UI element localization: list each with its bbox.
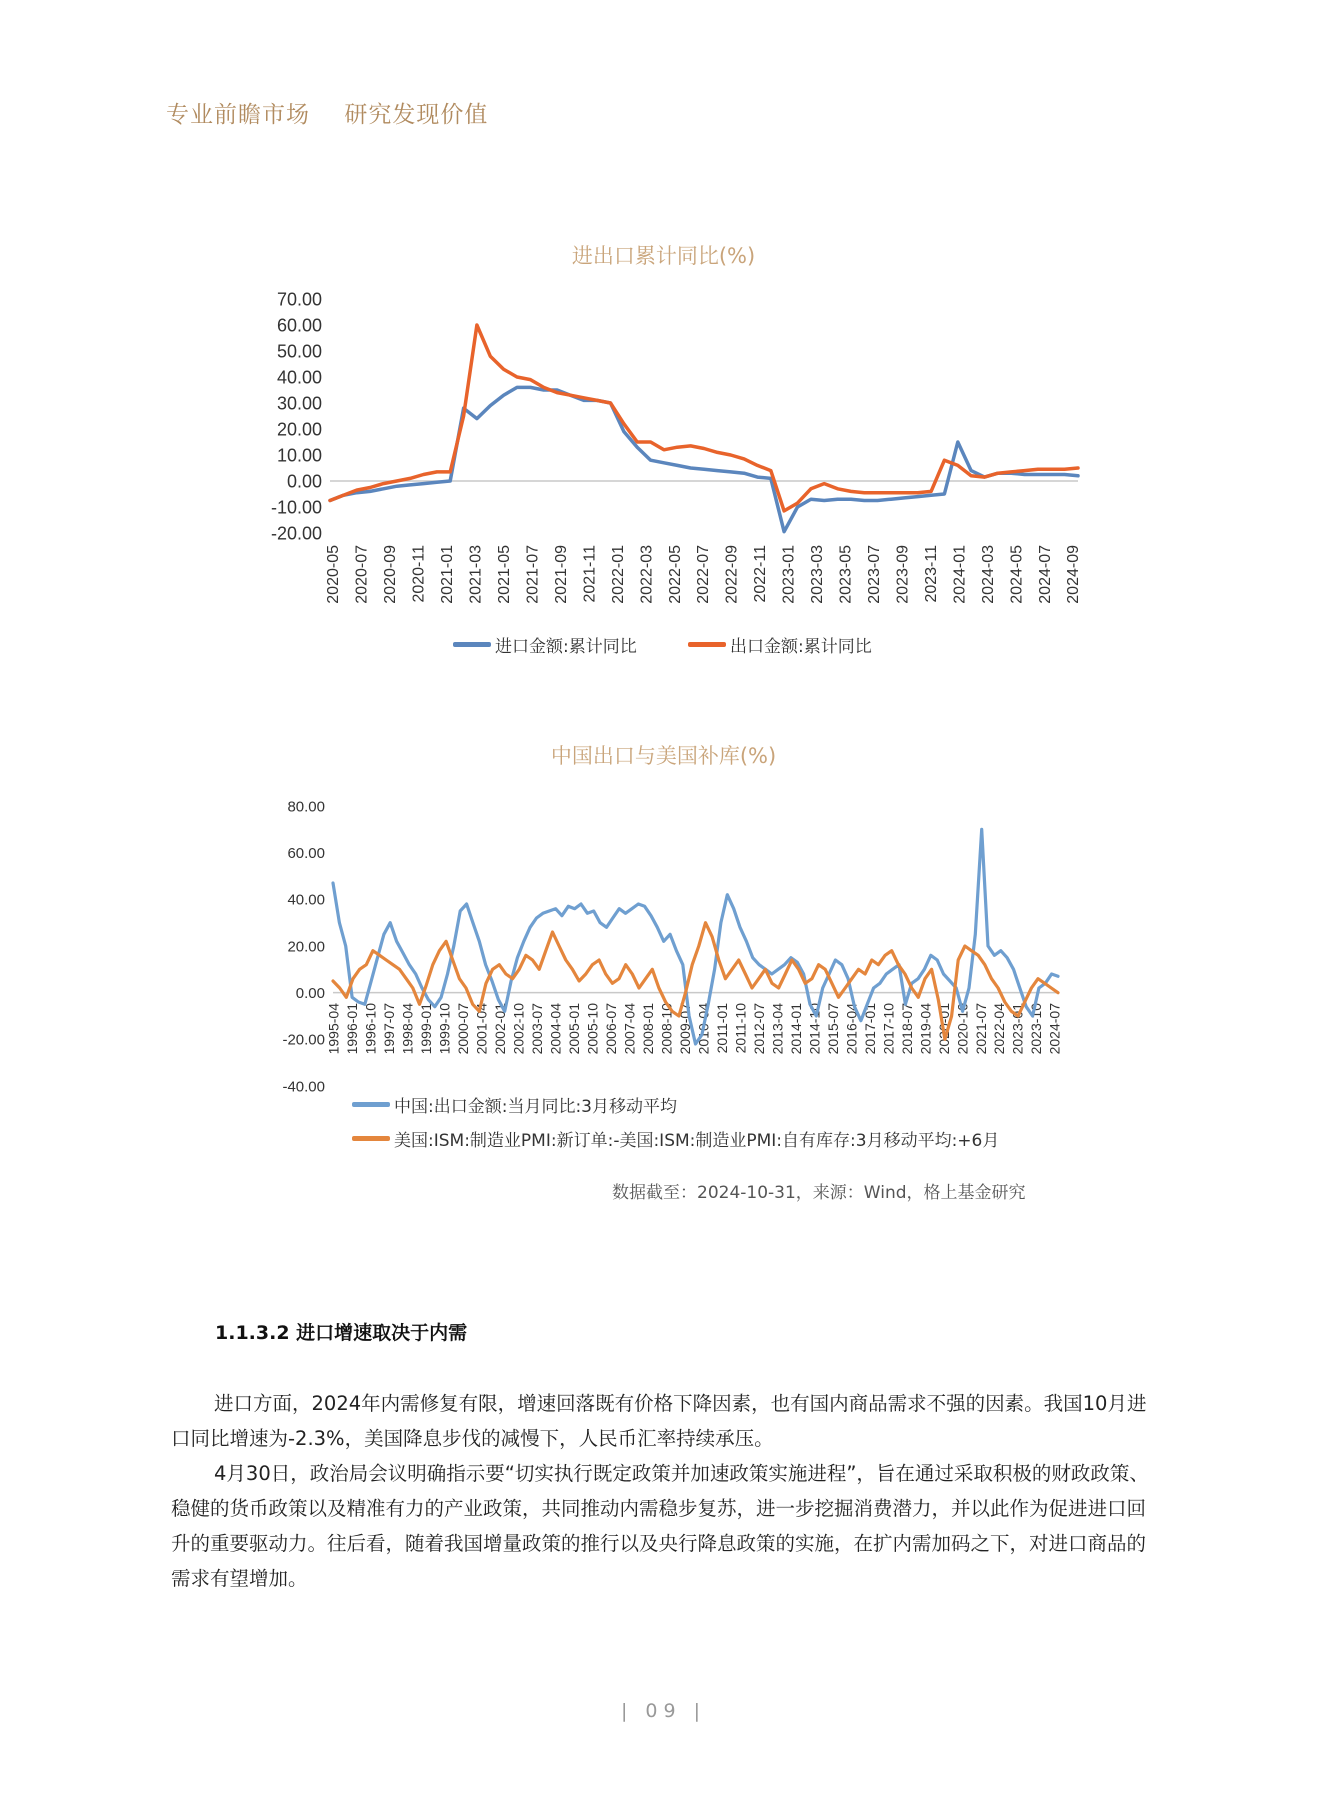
x-tick-label: 2022-09 — [723, 545, 741, 604]
x-tick-label: 2023-10 — [1028, 1003, 1045, 1055]
legend-label-us: 美国:ISM:制造业PMI:新订单:-美国:ISM:制造业PMI:自有库存:3月移动平均:+6月 — [394, 1131, 1000, 1151]
x-tick-label: 2021-01 — [439, 545, 457, 604]
legend-label-export: 出口金额:累计同比 — [730, 637, 872, 657]
x-tick-label: 2021-09 — [552, 545, 570, 604]
legend-label-china: 中国:出口金额:当月同比:3月移动平均 — [394, 1097, 677, 1117]
x-tick-label: 2021-03 — [467, 545, 485, 604]
chart2-legend-us — [352, 1126, 999, 1151]
x-tick-label: 2007-04 — [621, 1003, 638, 1055]
x-tick-label: 2023-01 — [1009, 1003, 1026, 1055]
y-tick-label: -10.00 — [270, 497, 322, 518]
x-tick-label: 2024-05 — [1008, 545, 1026, 604]
legend-swatch-china — [352, 1102, 390, 1107]
y-tick-label: 20.00 — [276, 419, 322, 440]
series-line-import — [330, 387, 1078, 531]
y-tick-label: 0.00 — [295, 984, 325, 1002]
x-tick-label: 2017-01 — [861, 1003, 878, 1055]
y-tick-label: 60.00 — [287, 844, 325, 862]
header-left: 专业前瞻市场 — [166, 102, 310, 128]
x-tick-label: 2022-07 — [695, 545, 713, 604]
x-tick-label: 2022-04 — [991, 1003, 1008, 1055]
x-tick-label: 1996-01 — [344, 1003, 361, 1055]
paragraph-1 — [171, 1386, 1161, 1456]
section-title: 1.1.3.2 进口增速取决于内需 — [215, 1322, 468, 1344]
legend-swatch-import — [453, 642, 491, 647]
x-tick-label: 2023-11 — [922, 545, 940, 603]
chart1-legend-import — [453, 632, 637, 657]
x-tick-label: 2006-07 — [603, 1003, 620, 1055]
x-tick-label: 2023-01 — [780, 545, 798, 604]
y-tick-label: -20.00 — [282, 1031, 325, 1049]
y-tick-label: -40.00 — [282, 1078, 325, 1096]
x-tick-label: 2003-07 — [529, 1003, 546, 1055]
x-tick-label: 2022-05 — [666, 545, 684, 604]
chart1-title: 进出口累计同比(%) — [571, 244, 756, 268]
y-tick-label: 40.00 — [276, 367, 322, 388]
x-tick-label: 1998-04 — [399, 1003, 416, 1055]
x-tick-label: 1999-01 — [418, 1003, 435, 1055]
x-tick-label: 2010-04 — [695, 1003, 712, 1055]
x-tick-label: 2011-01 — [713, 1003, 730, 1054]
y-tick-label: 0.00 — [286, 471, 322, 492]
x-tick-label: 2001-04 — [473, 1003, 490, 1055]
x-tick-label: 2023-05 — [837, 545, 855, 604]
x-tick-label: 2020-01 — [935, 1003, 952, 1055]
x-tick-label: 2024-07 — [1046, 1003, 1063, 1055]
y-tick-label: 10.00 — [276, 445, 322, 466]
x-tick-label: 1997-07 — [381, 1003, 398, 1055]
x-tick-label: 2009-07 — [676, 1003, 693, 1055]
x-tick-label: 2000-07 — [455, 1003, 472, 1055]
y-tick-label: 70.00 — [276, 289, 322, 310]
x-tick-label: 2015-07 — [824, 1003, 841, 1055]
legend-swatch-export — [688, 642, 726, 647]
x-tick-label: 2004-04 — [547, 1003, 564, 1055]
x-tick-label: 2024-03 — [979, 545, 997, 604]
y-tick-label: -20.00 — [270, 523, 322, 544]
y-tick-label: 30.00 — [276, 393, 322, 414]
x-tick-label: 2021-05 — [495, 545, 514, 604]
x-tick-label: 2013-04 — [769, 1003, 786, 1055]
x-tick-label: 2022-01 — [609, 545, 627, 604]
y-tick-label: 50.00 — [276, 341, 322, 362]
paragraph-2 — [171, 1456, 1161, 1596]
x-tick-label: 2020-07 — [353, 545, 371, 604]
x-tick-label: 2024-01 — [951, 545, 969, 604]
x-tick-label: 2005-01 — [566, 1003, 583, 1055]
legend-swatch-us — [352, 1136, 390, 1141]
x-tick-label: 2023-09 — [894, 545, 912, 604]
y-tick-label: 60.00 — [276, 315, 322, 336]
x-tick-label: 2020-09 — [382, 545, 400, 604]
x-tick-label: 2022-03 — [638, 545, 656, 604]
x-tick-label: 2020-10 — [954, 1003, 971, 1055]
x-tick-label: 2002-10 — [510, 1003, 527, 1055]
x-tick-label: 1996-10 — [362, 1003, 379, 1055]
x-tick-label: 2005-10 — [584, 1003, 601, 1055]
chart1-legend-export — [688, 632, 872, 657]
y-tick-label: 80.00 — [287, 798, 325, 816]
y-tick-label: 40.00 — [287, 891, 325, 909]
x-tick-label: 2021-11 — [581, 545, 599, 603]
header-right: 研究发现价值 — [344, 102, 489, 128]
x-tick-label: 2018-07 — [898, 1003, 915, 1055]
x-tick-label: 2014-01 — [787, 1003, 804, 1055]
paragraph-2-text: 4月30日，政治局会议明确指示要“切实执行既定政策并加速政策实施进程”，旨在通过采取积极的财政政策、稳健的货币政策以及精准有力的产业政策，共同推动内需稳步复苏，进一步挖掘消费潜力，并以此作为促进进口回升的重要驱动力。往后看，随着我国增量政策的推行以及央行降息政策的实施，在扩内需加码之下，对进口商品的需求有望增加。 — [171, 1462, 1149, 1590]
x-tick-label: 2024-07 — [1036, 545, 1054, 604]
x-tick-label: 2014-10 — [806, 1003, 823, 1055]
x-tick-label: 2022-11 — [752, 545, 770, 603]
x-tick-label: 2011-10 — [732, 1003, 749, 1054]
x-tick-label: 2023-07 — [865, 545, 884, 604]
x-tick-label: 2021-07 — [972, 1003, 989, 1055]
x-tick-label: 2023-03 — [809, 545, 827, 604]
x-tick-label: 2020-05 — [325, 545, 343, 604]
x-tick-label: 2016-04 — [843, 1003, 860, 1055]
y-tick-label: 20.00 — [287, 938, 325, 956]
data-source-note: 数据截至：2024-10-31，来源：Wind，格上基金研究 — [612, 1183, 1026, 1203]
x-tick-label: 2008-01 — [639, 1003, 656, 1055]
x-tick-label: 2008-10 — [658, 1003, 675, 1055]
paragraph-1-text: 进口方面，2024年内需修复有限，增速回落既有价格下降因素，也有国内商品需求不强的因素。我国10月进口同比增速为-2.3%，美国降息步伐的减慢下，人民币汇率持续承压。 — [171, 1392, 1147, 1450]
legend-label-import: 进口金额:累计同比 — [495, 637, 637, 657]
x-tick-label: 2019-04 — [917, 1003, 934, 1055]
x-tick-label: 2017-10 — [880, 1003, 897, 1055]
x-tick-label: 2024-09 — [1065, 545, 1083, 604]
chart2-legend-china — [352, 1092, 677, 1117]
x-tick-label: 1999-10 — [436, 1003, 453, 1055]
x-tick-label: 2002-01 — [492, 1003, 509, 1055]
x-tick-label: 2020-11 — [410, 545, 428, 603]
x-tick-label: 2021-07 — [524, 545, 542, 604]
chart2-title: 中国出口与美国补库(%) — [550, 744, 777, 768]
x-tick-label: 1995-04 — [325, 1003, 342, 1055]
page-number: | 09 | — [620, 1700, 707, 1722]
x-tick-label: 2012-07 — [750, 1003, 767, 1055]
